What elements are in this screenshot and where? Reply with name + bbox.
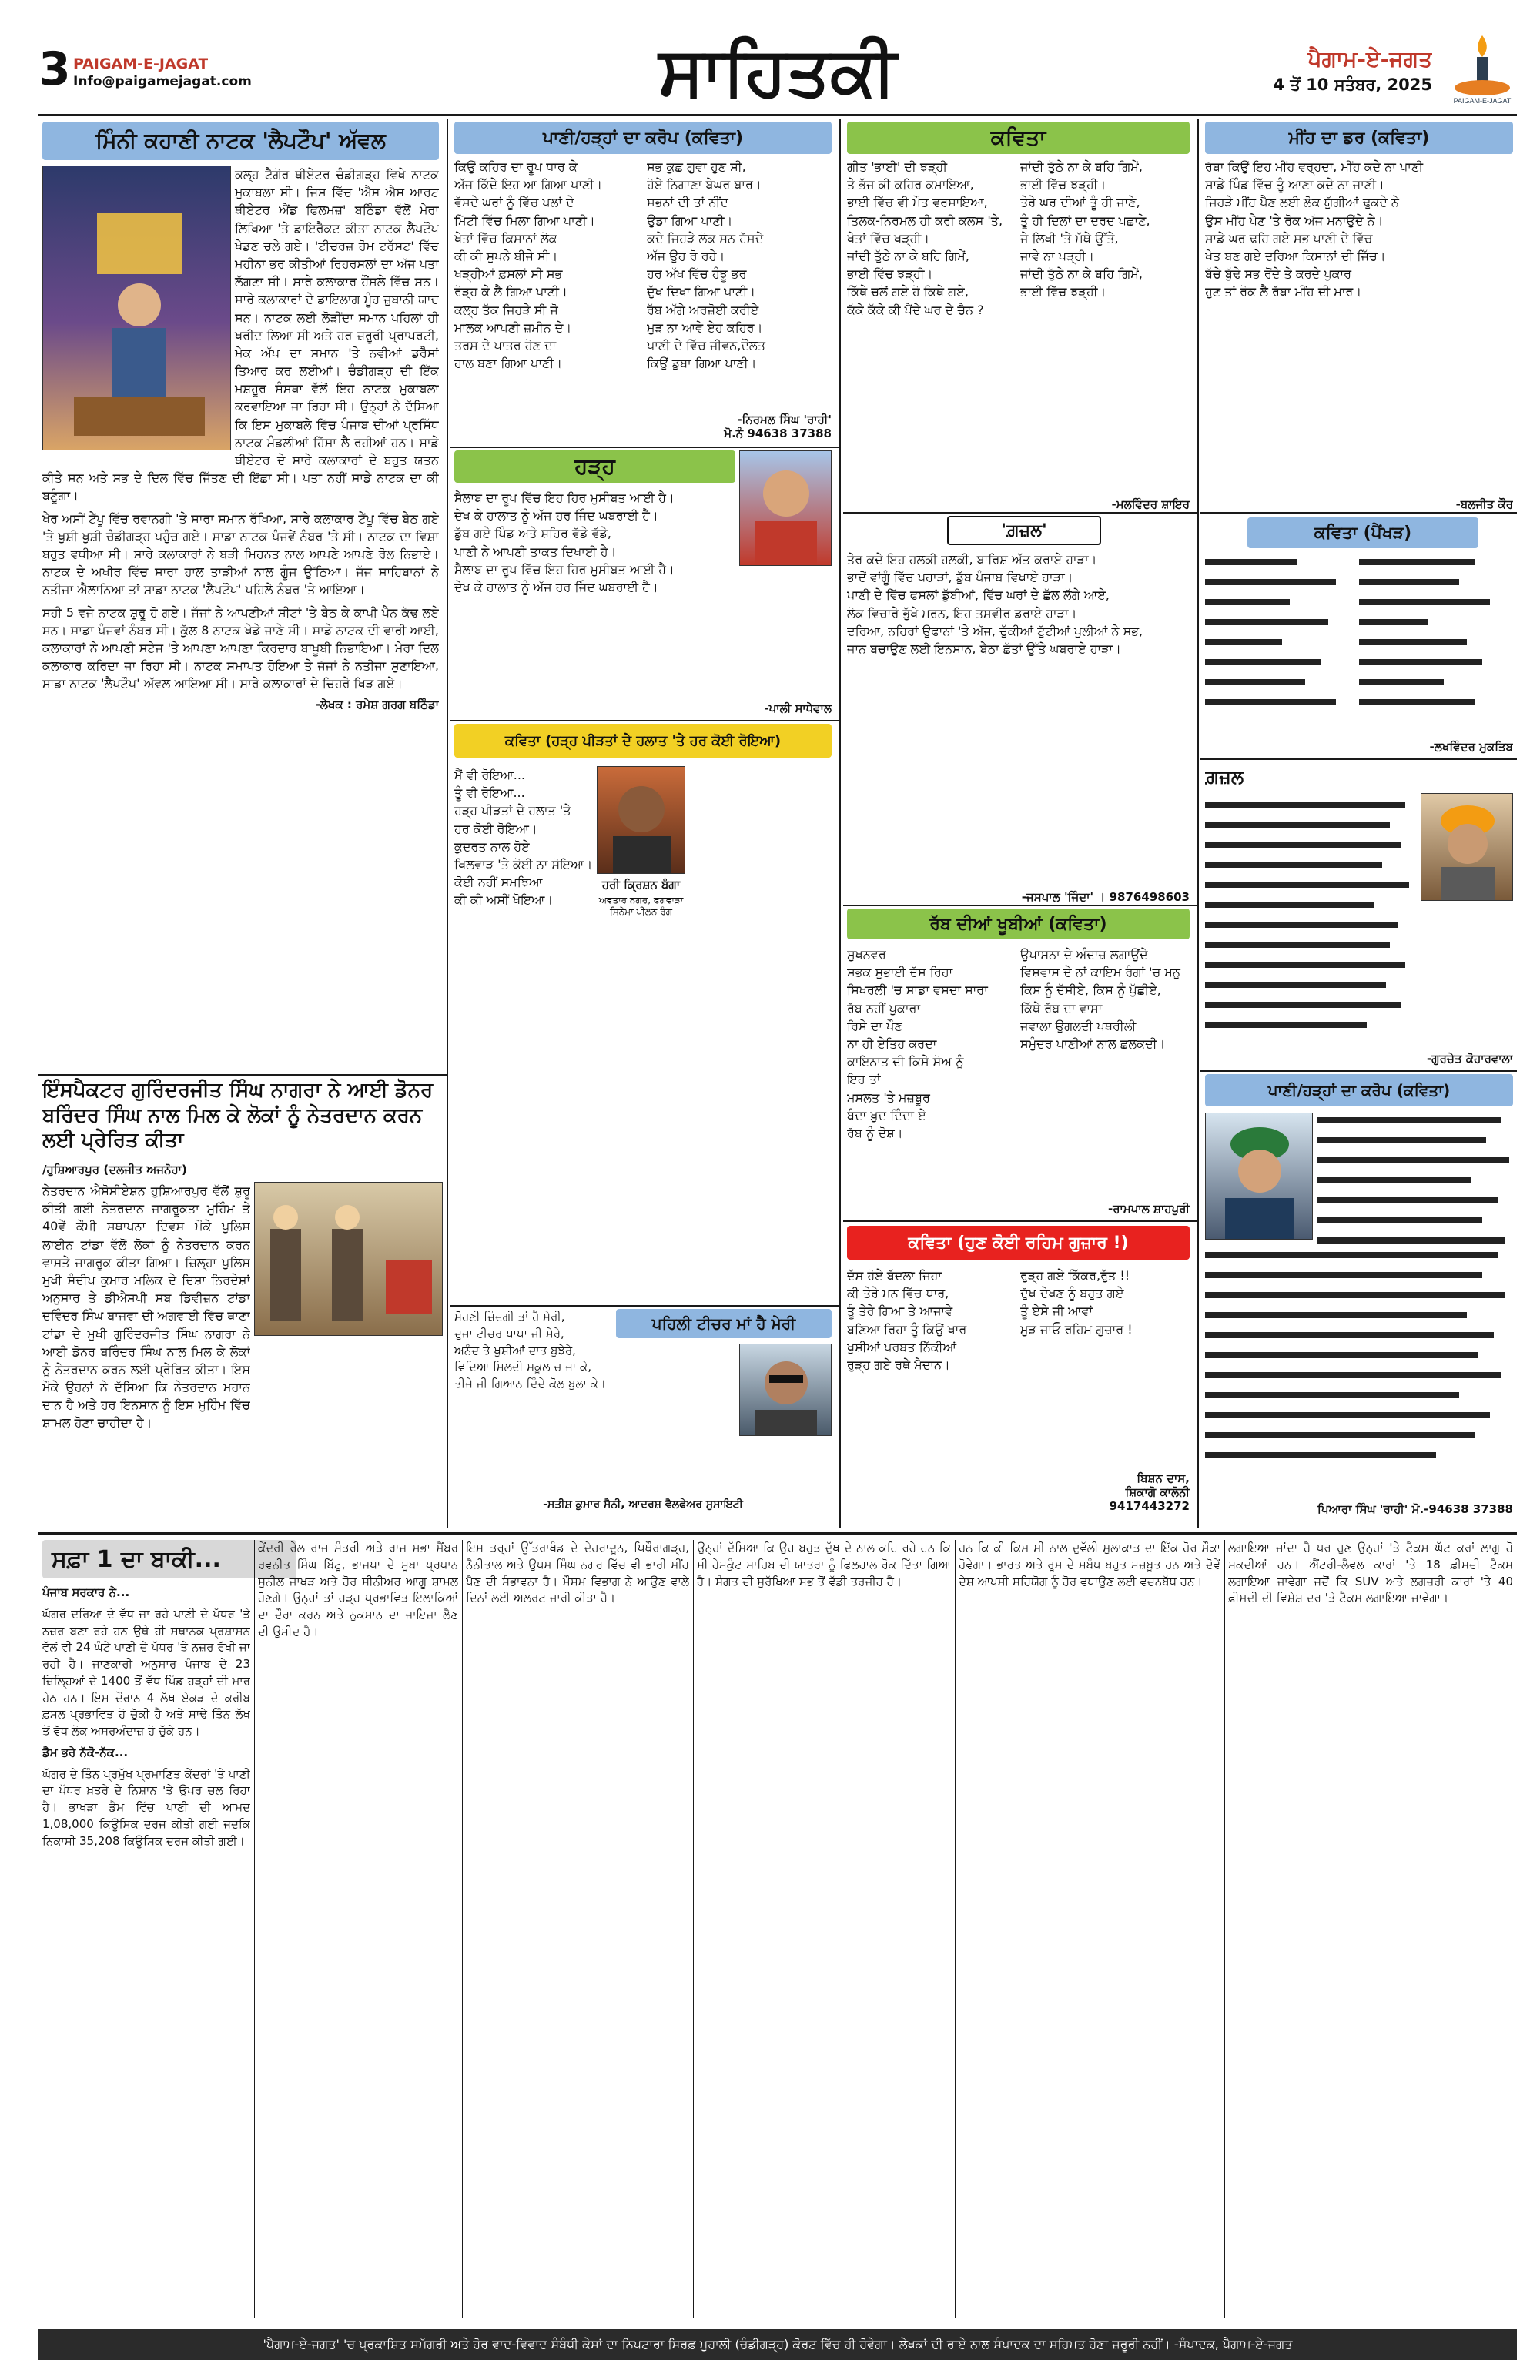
mini-story-byline: -ਲੇਖਕ : ਰਮੇਸ਼ ਗਰਗ ਬਠਿੰਡਾ <box>315 698 439 712</box>
column-rule <box>839 119 841 1528</box>
poem-kavita-title: ਕਵਿਤਾ <box>847 122 1190 154</box>
ghazal-right-title: ਗ਼ਜ਼ਲ <box>1205 762 1513 792</box>
bottom-section-divider <box>38 1532 1517 1535</box>
poem-paani-right: ਸਭ ਕੁਛ ਗੁਵਾ ਹੁਣ ਸੀ, ਹੋਏ ਨਿਗਾਣਾ ਬੇਘਰ ਬਾਰ। ਸਭਨਾਂ ਦੀ ਤਾਂ ਨੀਂਦ ਉਡਾ ਗਿਆ ਪਾਣੀ। ਕਦੇ ਜਿਹੜੇ ਲੋਕ ਸਨ ਹੱਸਦੇ ਅੱਜ ਉਹ ਰੋ ਰਹੇ। ਹਰ ਅੱਖ ਵਿੱਚ ਹੰਝੂ ਭਰ ਦੁੱਖ ਦਿਖਾ ਗਿਆ ਪਾਣੀ। ਰੱਬ ਅੱਗੇ ਅਰਜ਼ੋਈ ਕਰੀਏ ਮੁੜ ਨਾ ਆਵੇ ਏਹ ਕਹਿਰ। ਪਾਣੀ ਦੇ ਵਿੱਚ ਜੀਵਨ,ਦੌਲਤ ਕਿਉਂ ਡੁਬਾ ਗਿਆ ਪਾਣੀ। <box>647 159 765 371</box>
continued-col-4: ਉਨ੍ਹਾਂ ਦੱਸਿਆ ਕਿ ਉਹ ਬਹੁਤ ਦੁੱਖ ਦੇ ਨਾਲ ਕਹਿ ਰਹੇ ਹਨ ਕਿ ਸੀ ਹੇਮਕੁੰਟ ਸਾਹਿਬ ਦੀ ਯਾਤਰਾ ਨੂੰ ਫਿਲਹਾਲ ਰੋਕ ਦਿੱਤਾ ਗਿਆ ਹੈ। ਸੰਗਤ ਦੀ ਸੁਰੱਖਿਆ ਸਭ ਤੋਂ ਵੱਡੀ ਤਰਜੀਹ ਹੈ। <box>697 1541 951 1588</box>
poet-satish-photo <box>739 1344 832 1436</box>
section-divider <box>1200 758 1517 760</box>
continued-body-2: ਘੱਗਰ ਦੇ ਤਿੰਨ ਪ੍ਰਮੁੱਖ ਪ੍ਰਮਾਣਿਤ ਕੇਂਦਰਾਂ 'ਤੇ ਪਾਣੀ ਦਾ ਪੱਧਰ ਖ਼ਤਰੇ ਦੇ ਨਿਸ਼ਾਨ 'ਤੇ ਉਪਰ ਚਲ ਰਿਹਾ ਹੈ। ਭਾਖੜਾ ਡੈਮ ਵਿੱਚ ਪਾਣੀ ਦੀ ਆਮਦ 1,08,000 ਕਿਊਸਿਕ ਦਰਜ ਕੀਤੀ ਗਈ ਜਦਕਿ ਨਿਕਾਸੀ 35,208 ਕਿਊਸਿਕ ਦਰਜ ਕੀਤੀ ਗਈ। <box>42 1766 250 1848</box>
mini-story-title: ਮਿੰਨੀ ਕਹਾਣੀ ਨਾਟਕ 'ਲੈਪਟੌਪ' ਅੱਵਲ <box>42 122 439 160</box>
section-divider <box>843 905 1197 906</box>
poem-painkhar-text-block <box>1205 554 1513 731</box>
poem-kavita-left: ਗੀਤ 'ਭਾਈ' ਦੀ ਝੜ੍ਹੀ ਤੇ ਭੱਜ ਕੀ ਕਹਿਰ ਕਮਾਇਆ, ਭਾਈ ਵਿੱਚ ਵੀ ਮੌਤ ਵਰਸਾਇਆ, ਤਿਲਕ-ਨਿਰਮਲ ਹੀ ਕਰੀ ਕਲਸ 'ਤੇ, ਖੇਤਾਂ ਵਿੱਚ ਖੜ੍ਹੀ। ਜਾਂਦੀ ਤੁੱਠੇ ਨਾ ਕੇ ਬਹਿ ਗਿਮੇਂ, ਭਾਈ ਵਿੱਚ ਝੜ੍ਹੀ। ਕਿੱਥੇ ਚਲੋਂ ਗਏ ਹੋ ਕਿਥੇ ਗਏ, ਕੱਕੇ ਕੱਕੇ ਕੀ ਪੈਂਦੇ ਘਰ ਦੇ ਚੈਨ ? <box>847 159 1003 317</box>
mini-story-para-3: ਸਹੀ 5 ਵਜੇ ਨਾਟਕ ਸ਼ੁਰੂ ਹੋ ਗਏ। ਜੱਜਾਂ ਨੇ ਆਪਣੀਆਂ ਸੀਟਾਂ 'ਤੇ ਬੈਠ ਕੇ ਕਾਪੀ ਪੈੱਨ ਕੱਢ ਲਏ ਸਨ। ਸਾਡਾ ਪੰਜਵਾਂ ਨੰਬਰ ਸੀ। ਕੁੱਲ 8 ਨਾਟਕ ਖੇਡੇ ਜਾਣੇ ਸੀ। ਸਾਡੇ ਨਾਟਕ ਦੀ ਵਾਰੀ ਆਈ, ਕਲਾਕਾਰਾਂ ਨੇ ਆਪਣੀ ਸਟੇਜ 'ਤੇ ਆਪਣਾ ਆਪਣਾ ਕਿਰਦਾਰ ਬਾਖੂਬੀ ਨਿਭਾਇਆ। ਮੇਰਾ ਦਿਲ ਕਲਾਕਾਰ ਕਰਿਦਾ ਜਾ ਰਿਹਾ ਸੀ। ਨਾਟਕ ਸਮਾਪਤ ਹੋਇਆ ਤੇ ਜੱਜਾਂ ਨੇ ਨਤੀਜਾ ਸੁਣਾਇਆ, ਸਾਡਾ ਨਾਟਕ 'ਲੈਪਟੌਪ' ਅੱਵਲ ਆਇਆ ਸੀ। ਸਾਰੇ ਕਲਾਕਾਰਾਂ ਦੇ ਚਿਹਰੇ ਖਿੜ ਗਏ। <box>42 604 439 691</box>
poem-rabb-title: ਰੱਬ ਦੀਆਂ ਖੂਬੀਆਂ (ਕਵਿਤਾ) <box>847 909 1190 939</box>
poem-meenh-byline: -ਬਲਜੀਤ ਕੌਰ <box>1455 497 1513 511</box>
ghazal-right-byline: -ਗੁਰਚੇਤ ਕੋਹਾਰਵਾਲਾ <box>1426 1052 1513 1066</box>
poet-gurchet-photo <box>1421 793 1513 901</box>
poem-paani2-lower-text-block <box>1205 1247 1513 1478</box>
continued-col-5: ਹਨ ਕਿ ਕੀ ਕਿਸ ਸੀ ਨਾਲ ਦੁਵੱਲੀ ਮੁਲਾਕਾਤ ਦਾ ਇੱਕ ਹੋਰ ਮੌਕਾ ਹੋਵੇਗਾ। ਭਾਰਤ ਅਤੇ ਰੂਸ ਦੇ ਸਬੰਧ ਬਹੁਤ ਮਜ਼ਬੂਤ ਹਨ ਅਤੇ ਦੋਵੇਂ ਦੇਸ਼ ਆਪਸੀ ਸਹਿਯੋਗ ਨੂੰ ਹੋਰ ਵਧਾਉਣ ਲਈ ਵਚਨਬੱਧ ਹਨ। <box>959 1541 1220 1588</box>
poem-painkhar-body <box>1205 554 1513 731</box>
poem-harh-byline: -ਪਾਲੀ ਸਾਧੇਵਾਲ <box>764 701 832 715</box>
poem-kavita-right: ਜਾਂਦੀ ਤੁੱਠੇ ਨਾ ਕੇ ਬਹਿ ਗਿਮੇਂ, ਭਾਈ ਵਿੱਚ ਝੜ੍ਹੀ। ਤੇਰੇ ਘਰ ਦੀਆਂ ਤੂੰ ਹੀ ਜਾਣੇ, ਤੂੰ ਹੀ ਦਿਲਾਂ ਦਾ ਦਰਦ ਪਛਾਣੇ, ਜੇ ਲਿਖੀ 'ਤੇ ਮੱਥੇ ਉੱਤੇ, ਜਾਵੇ ਨਾ ਪੜ੍ਹੀ। ਜਾਂਦੀ ਤੁੱਠੇ ਨਾ ਕੇ ਬਹਿ ਗਿਮੇਂ, ਭਾਈ ਵਿੱਚ ਝੜ੍ਹੀ। <box>1020 159 1150 300</box>
section-divider <box>450 720 839 721</box>
continued-col-1 <box>42 1585 250 2308</box>
news-photo <box>254 1182 443 1336</box>
poet-photo <box>739 450 832 566</box>
poem-harh-pirhat-body: ਮੈਂ ਵੀ ਰੋਇਆ... ਤੂੰ ਵੀ ਰੋਇਆ... ਹੜ੍ਹ ਪੀੜਤਾਂ ਦੇ ਹਲਾਤ 'ਤੇ ਹਰ ਕੋਈ ਰੋਇਆ। ਕੁਦਰਤ ਨਾਲ ਹੋਏ ਖਿਲਵਾੜ 'ਤੇ ਕੋਈ ਨਾ ਸੋਇਆ। ਕੋਈ ਨਹੀਂ ਸਮਝਿਆ ਕੀ ਕੀ ਅਸੀਂ ਖੋਇਆ। <box>454 768 593 908</box>
issue-date: 4 ਤੋਂ 10 ਸਤੰਬਰ, 2025 <box>1273 75 1432 94</box>
column-rule <box>1197 119 1199 1528</box>
svg-text:PAIGAM-E-JAGAT: PAIGAM-E-JAGAT <box>1453 97 1512 105</box>
poem-meenh-title: ਮੀਂਹ ਦਾ ਡਰ (ਕਵਿਤਾ) <box>1205 122 1513 154</box>
paper-name-en: PAIGAM-E-JAGAT <box>73 55 209 72</box>
section-divider <box>843 1220 1197 1222</box>
continued-sub-1: ਪੰਜਾਬ ਸਰਕਾਰ ਨੇ... <box>42 1585 130 1599</box>
column-rule <box>447 119 448 1528</box>
ghazal-right-body <box>1205 797 1417 1043</box>
poem-pehli-title: ਪਹਿਲੀ ਟੀਚਰ ਮਾਂ ਹੈ ਮੇਰੀ <box>616 1309 832 1338</box>
email: Info@paigamejagat.com <box>73 74 252 89</box>
masthead-divider <box>38 114 1517 116</box>
poet-hari-photo <box>597 766 685 874</box>
section-title: ਸਾਹਿਤਕੀ <box>658 31 897 111</box>
poem-painkhar-title: ਕਵਿਤਾ (ਪੈਂਖੜ) <box>1247 517 1478 548</box>
section-divider <box>38 1074 447 1076</box>
continued-col-3: ਇਸ ਤਰ੍ਹਾਂ ਉੱਤਰਾਖੰਡ ਦੇ ਦੇਹਰਾਦੂਨ, ਪਿਥੌਰਾਗੜ੍ਹ, ਨੈਨੀਤਾਲ ਅਤੇ ਉਧਮ ਸਿੰਘ ਨਗਰ ਵਿੱਚ ਵੀ ਭਾਰੀ ਮੀਂਹ ਪੈਣ ਦੀ ਸੰਭਾਵਨਾ ਹੈ। ਮੌਸਮ ਵਿਭਾਗ ਨੇ ਆਉਣ ਵਾਲੇ ਦਿਨਾਂ ਲਈ ਅਲਰਟ ਜਾਰੀ ਕੀਤਾ ਹੈ। <box>466 1541 689 1605</box>
poem-rehem-title: ਕਵਿਤਾ (ਹੁਣ ਕੋਈ ਰਹਿਮ ਗੁਜ਼ਾਰ !) <box>847 1226 1190 1260</box>
column-rule <box>955 1540 956 2318</box>
poem-harh-pirhat-title: ਕਵਿਤਾ (ਹੜ੍ਹ ਪੀੜਤਾਂ ਦੇ ਹਲਾਤ 'ਤੇ ਹਰ ਕੋਈ ਰੋਇਆ) <box>454 724 832 758</box>
section-divider <box>450 447 839 448</box>
column-rule <box>693 1540 694 2318</box>
news-dateline: /ਹੁਸ਼ਿਆਰਪੁਰ (ਦਲਜੀਤ ਅਜਨੋਹਾ) <box>42 1163 187 1177</box>
poet-portrait-icon <box>740 451 832 566</box>
continued-title: ਸਫ਼ਾ 1 ਦਾ ਬਾਕੀ... <box>42 1540 296 1578</box>
section-divider <box>843 512 1197 514</box>
poem-rehem-byline: ਬਿਸ਼ਨ ਦਾਸ, ਸ਼ਿਕਾਗੋ ਕਾਲੋਨੀ 9417443272 <box>1109 1471 1190 1513</box>
column-rule <box>254 1540 255 2318</box>
poem-paani-left: ਕਿਉਂ ਕਹਿਰ ਦਾ ਰੂਪ ਧਾਰ ਕੇ ਅੱਜ ਕਿੱਦੇ ਇਹ ਆ ਗਿਆ ਪਾਣੀ। ਵੱਸਦੇ ਘਰਾਂ ਨੂੰ ਵਿੱਚ ਪਲਾਂ ਦੇ ਮਿੱਟੀ ਵਿੱਚ ਮਿਲਾ ਗਿਆ ਪਾਣੀ। ਖੇਤਾਂ ਵਿੱਚ ਕਿਸਾਨਾਂ ਲੋਕ ਕੀ ਕੀ ਸੁਪਨੇ ਬੀਜੇ ਸੀ। ਖੜ੍ਹੀਆਂ ਫ਼ਸਲਾਂ ਸੀ ਸਭ ਰੋੜ੍ਹ ਕੇ ਲੈ ਗਿਆ ਪਾਣੀ। ਕਲ੍ਹ ਤੱਕ ਜਿਹੜੇ ਸੀ ਜੋ ਮਾਲਕ ਆਪਣੀ ਜ਼ਮੀਨ ਦੇ। ਤਰਸ ਦੇ ਪਾਤਰ ਹੋਣ ਦਾ ਹਾਲ ਬਣਾ ਗਿਆ ਪਾਣੀ। <box>454 159 603 371</box>
mini-story-para-1: ਕਲ੍ਹ ਟੈਗੋਰ ਥੀਏਟਰ ਚੰਡੀਗੜ੍ਹ ਵਿਖੇ ਨਾਟਕ ਮੁਕਾਬਲਾ ਸੀ। ਜਿਸ ਵਿੱਚ 'ਐਸ ਐਸ ਆਰਟ ਥੀਏਟਰ ਐਂਡ ਫਿਲਮਜ਼' ਬਠਿੰਡਾ ਵੱਲੋਂ ਮੇਰਾ ਲਿਖਿਆ 'ਤੇ ਡਾਇਰੈਕਟ ਕੀਤਾ ਨਾਟਕ ਲੈਪਟੌਪ ਖੇਡਣ ਚਲੇ ਗਏ। 'ਟੀਚਰਜ਼ ਹੋਮ ਟਰੱਸਟ' ਵਿੱਚ ਮਹੀਨਾ ਭਰ ਕੀਤੀਆਂ ਰਿਹਰਸਲਾਂ ਦਾ ਅੱਜ ਪਤਾ ਲੱਗਣਾ ਸੀ। ਸਾਰੇ ਕਲਾਕਾਰ ਹੌਂਸਲੇ ਵਿੱਚ ਸਨ। ਸਾਰੇ ਕਲਾਕਾਰਾਂ ਦੇ ਡਾਇਲਾਗ ਮੂੰਹ ਜ਼ੁਬਾਨੀ ਯਾਦ ਸਨ। ਨਾਟਕ ਲਈ ਲੋੜੀਂਦਾ ਸਮਾਨ ਪਹਿਲਾਂ ਹੀ ਖਰੀਦ ਲਿਆ ਸੀ ਅਤੇ ਹਰ ਜ਼ਰੂਰੀ ਪ੍ਰਾਪਰਟੀ, ਮੇਕ ਅੱਪ ਦਾ ਸਮਾਨ 'ਤੇ ਨਵੀਆਂ ਡਰੈੱਸਾਂ ਤਿਆਰ ਕਰ ਲਈਆਂ। ਚੰਡੀਗੜ੍ਹ ਦੀ ਇੱਕ ਮਸ਼ਹੂਰ ਸੰਸਥਾ ਵੱਲੋਂ ਇਹ ਨਾਟਕ ਮੁਕਾਬਲਾ ਕਰਵਾਇਆ ਜਾ ਰਿਹਾ ਸੀ। ਉਨ੍ਹਾਂ ਨੇ ਦੱਸਿਆ ਕਿ ਇਸ ਮੁਕਾਬਲੇ ਵਿੱਚ ਪੰਜਾਬ ਦੀਆਂ ਪ੍ਰਸਿੱਧ ਨਾਟਕ ਮੰਡਲੀਆਂ ਹਿੱਸਾ ਲੈ ਰਹੀਆਂ ਹਨ। ਸਾਡੇ ਥੀਏਟਰ ਦੇ ਸਾਰੇ ਕਲਾਕਾਰਾਂ ਦੇ ਬਹੁਤ ਯਤਨ ਕੀਤੇ ਸਨ ਅਤੇ ਸਭ ਦੇ ਦਿਲ ਵਿੱਚ ਜਿੱਤਣ ਦੀ ਇੱਛਾ ਸੀ। ਪਤਾ ਨਹੀਂ ਸਾਡੇ ਨਾਟਕ ਦਾ ਕੀ ਬਣੂੰਗਾ। <box>42 167 439 504</box>
paper-name-pa: ਪੈਗਾਮ-ਏ-ਜਗਤ <box>1307 46 1432 72</box>
poem-rehem-right: ਰੁੜ੍ਹ ਗਏ ਕਿੱਕਰ,ਰੁੱਤ !! ਦੁੱਖ ਦੇਖਣ ਨੂੰ ਬਹੁਤ ਗਏ ਤੂੰ ਏਸੇ ਜੀ ਆਵਾਂ ਮੁੜ ਜਾਓ ਰਹਿਮ ਗੁਜ਼ਾਰ ! <box>1020 1268 1133 1337</box>
poem-rehem-left: ਦੱਸ ਹੋਏ ਬੱਦਲਾ ਜਿਹਾ ਕੀ ਤੇਰੇ ਮਨ ਵਿੱਚ ਧਾਰ, ਤੂੰ ਤੇਰੇ ਗਿਆ ਤੇ ਆਜਾਵੇ ਬਣਿਆ ਰਿਹਾ ਤੂੰ ਕਿਉਂ ਖਾਰ ਖੁਸ਼ੀਆਂ ਪਰਬਤ ਨਿੱਕੀਆਂ ਰੁੜ੍ਹ ਗਏ ਰਥੇ ਮੈਦਾਨ। <box>847 1268 967 1372</box>
poem-painkhar-byline: -ਲਖਵਿੰਦਰ ਮੁਕਤਿਬ <box>1429 740 1513 754</box>
poem-meenh-body: ਰੱਬਾ ਕਿਉਂ ਇਹ ਮੀਂਹ ਵਰ੍ਹਦਾ, ਮੀਂਹ ਕਦੇ ਨਾ ਪਾਣੀ ਸਾਡੇ ਪਿੰਡ ਵਿੱਚ ਤੂੰ ਆਣਾ ਕਦੇ ਨਾ ਜਾਣੀ। ਜਿਹੜੇ ਮੀਂਹ ਪੈਣ ਲਈ ਲੋਕ ਯੁੱਗੀਆਂ ਢੁਕਦੇ ਨੇ ਉਸ ਮੀਂਹ ਪੈਣ 'ਤੇ ਰੋਕ ਅੱਜ ਮਨਾਉਂਦੇ ਨੇ। ਸਾਡੇ ਘਰ ਢਹਿ ਗਏ ਸਭ ਪਾਣੀ ਦੇ ਵਿੱਚ ਖੇਤ ਬਣ ਗਏ ਦਰਿਆ ਕਿਸਾਨਾਂ ਦੀ ਜਿੱਚ। ਬੱਚੇ ਬੁੱਢੇ ਸਭ ਰੋਂਦੇ ਤੇ ਕਰਦੇ ਪੁਕਾਰ ਹੁਣ ਤਾਂ ਰੋਕ ਲੈ ਰੱਬਾ ਮੀਂਹ ਦੀ ਮਾਰ। <box>1205 159 1424 300</box>
masthead <box>0 0 1540 115</box>
poem-rabb-byline: -ਰਾਮਪਾਲ ਸ਼ਾਹਪੁਰੀ <box>1108 1202 1190 1216</box>
poem-rabb-right: ਉਪਾਸਨਾ ਦੇ ਅੰਦਾਜ਼ ਲਗਾਉਂਦੇ ਵਿਸ਼ਵਾਸ ਦੇ ਨਾਂ ਕਾਇਮ ਰੰਗਾਂ 'ਚ ਮਨੁ ਕਿਸ ਨੂੰ ਦੱਸੀਏ, ਕਿਸ ਨੂੰ ਪੁੱਛੀਏ, ਕਿੱਥੇ ਰੱਬ ਦਾ ਵਾਸਾ ਜਵਾਲਾ ਉਗਲਦੀ ਪਥਰੀਲੀ ਸਮੁੰਦਰ ਪਾਣੀਆਂ ਨਾਲ ਛਲਕਦੀ। <box>1020 947 1180 1051</box>
poet-hari-name: ਹਰੀ ਕ੍ਰਿਸ਼ਨ ਬੰਗਾ <box>601 878 681 892</box>
poem-harh-body: ਸੈਲਾਬ ਦਾ ਰੂਪ ਵਿੱਚ ਇਹ ਹਿਰ ਮੁਸੀਬਤ ਆਈ ਹੈ। ਦੇਖ ਕੇ ਹਾਲਾਤ ਨੂੰ ਅੱਜ ਹਰ ਜਿੰਦ ਘਬਰਾਈ ਹੈ। ਡੁੱਬ ਗਏ ਪਿੰਡ ਅਤੇ ਸ਼ਹਿਰ ਵੱਡੇ ਵੱਡੇ, ਪਾਣੀ ਨੇ ਆਪਣੀ ਤਾਕਤ ਦਿਖਾਈ ਹੈ। ਸੈਲਾਬ ਦਾ ਰੂਪ ਵਿੱਚ ਇਹ ਹਿਰ ਮੁਸੀਬਤ ਆਈ ਹੈ। ਦੇਖ ਕੇ ਹਾਲਾਤ ਨੂੰ ਅੱਜ ਹਰ ਜਿੰਦ ਘਬਰਾਈ ਹੈ। <box>454 490 675 594</box>
ghazal-mid-title: 'ਗ਼ਜ਼ਲ' <box>947 516 1101 545</box>
logo <box>1448 29 1517 106</box>
poem-paani2-title: ਪਾਣੀ/ਹੜ੍ਹਾਂ ਦਾ ਕਰੋਪ (ਕਵਿਤਾ) <box>1205 1074 1513 1106</box>
police-officers-icon <box>255 1183 443 1336</box>
page-number: 3 <box>38 46 71 92</box>
poet-satish-portrait-icon <box>740 1344 832 1436</box>
section-divider <box>450 1305 839 1307</box>
continued-body-1: ਘੱਗਰ ਦਰਿਆ ਦੇ ਵੱਧ ਜਾ ਰਹੇ ਪਾਣੀ ਦੇ ਪੱਧਰ 'ਤੇ ਨਜ਼ਰ ਬਣਾ ਰਹੇ ਹਨ ਉਥੇ ਹੀ ਸਥਾਨਕ ਪ੍ਰਸ਼ਾਸਨ ਵੱਲੋਂ ਵੀ 24 ਘੰਟੇ ਪਾਣੀ ਦੇ ਪੱਧਰ 'ਤੇ ਨਜ਼ਰ ਰੱਖੀ ਜਾ ਰਹੀ ਹੈ। ਜਾਣਕਾਰੀ ਅਨੁਸਾਰ ਪੰਜਾਬ ਦੇ 23 ਜ਼ਿਲ੍ਹਿਆਂ ਦੇ 1400 ਤੋਂ ਵੱਧ ਪਿੰਡ ਹੜ੍ਹਾਂ ਦੀ ਮਾਰ ਹੇਠ ਹਨ। ਇਸ ਦੌਰਾਨ 4 ਲੱਖ ਏਕੜ ਦੇ ਕਰੀਬ ਫ਼ਸਲ ਪ੍ਰਭਾਵਿਤ ਹੋ ਚੁੱਕੀ ਹੈ ਅਤੇ ਸਾਢੇ ਤਿੰਨ ਲੱਖ ਤੋਂ ਵੱਧ ਲੋਕ ਅਸਰਅੰਦਾਜ਼ ਹੋ ਚੁੱਕੇ ਹਨ। <box>42 1606 250 1738</box>
mini-story-body <box>42 166 439 1036</box>
mini-story-para-2: ਖੈਰ ਅਸੀਂ ਟੈਂਪੂ ਵਿੱਚ ਰਵਾਨਗੀ 'ਤੇ ਸਾਰਾ ਸਮਾਨ ਰੱਖਿਆ, ਸਾਰੇ ਕਲਾਕਾਰ ਟੈਂਪੂ ਵਿੱਚ ਬੈਠ ਗਏ 'ਤੇ ਖੁਸ਼ੀ ਖੁਸ਼ੀ ਚੰਡੀਗੜ੍ਹ ਪਹੁੰਚ ਗਏ। ਸਾਡਾ ਨਾਟਕ ਪੰਜਵੇਂ ਨੰਬਰ 'ਤੇ ਸੀ। ਨਾਟਕ ਦਾ ਵਿਸ਼ਾ ਬਹੁਤ ਵਧੀਆ ਸੀ। ਸਾਰੇ ਕਲਾਕਾਰਾਂ ਨੇ ਬੜੀ ਮਿਹਨਤ ਨਾਲ ਆਪਣੇ ਆਪਣੇ ਰੋਲ ਨਿਭਾਏ। ਨਾਟਕ ਦੇ ਅਖੀਰ ਵਿੱਚ ਸਾਰਾ ਹਾਲ ਤਾੜੀਆਂ ਨਾਲ ਗੂੰਜ ਉੱਠਿਆ। ਜੱਜ ਸਾਹਿਬਾਨਾਂ ਨੇ ਨਤੀਜਾ ਐਲਾਨਿਆ ਤਾਂ ਸਾਡਾ ਨਾਟਕ 'ਲੈਪਟੌਪ' ਪਹਿਲੇ ਨੰਬਰ 'ਤੇ ਆਇਆ। <box>42 510 439 598</box>
poet-pyara-portrait-icon <box>1206 1113 1313 1240</box>
poet-gurchet-portrait-icon <box>1421 794 1513 901</box>
poet-hari-portrait-icon <box>598 767 685 874</box>
poem-pehli-byline: -ਸਤੀਸ਼ ਕੁਮਾਰ ਸੈਨੀ, ਆਦਰਸ਼ ਵੈਲਫੇਅਰ ਸੁਸਾਇਟੀ <box>543 1498 743 1511</box>
poem-rabb-left: ਸੁਖਨਵਰ ਸਭਕ ਸ਼ੁਭਾਈ ਦੱਸ ਰਿਹਾ ਸਿਖਰਲੀ 'ਚ ਸਾਡਾ ਵਸਦਾ ਸਾਰਾ ਰੱਬ ਨਹੀਂ ਪੁਕਾਰਾ ਰਿਸੇ ਦਾ ਪੌਣ ਨਾ ਹੀ ਏਤਿਹ ਕਰਦਾ ਕਾਇਨਾਤ ਦੀ ਕਿਸੇ ਸੋਅ ਨੂੰ ਇਹ ਤਾਂ ਮਸਲਤ 'ਤੇ ਮਜ਼ਬੂਰ ਬੰਦਾ ਖ਼ੁਦ ਦਿੰਦਾ ਏ ਰੱਬ ਨੂੰ ਦੋਸ਼। <box>847 947 988 1140</box>
poet-pyara-photo <box>1205 1113 1313 1240</box>
footer-disclaimer: 'ਪੈਗਾਮ-ਏ-ਜਗਤ' 'ਚ ਪ੍ਰਕਾਸ਼ਿਤ ਸਮੱਗਰੀ ਅਤੇ ਹੋਰ ਵਾਦ-ਵਿਵਾਦ ਸੰਬੰਧੀ ਕੇਸਾਂ ਦਾ ਨਿਪਟਾਰਾ ਸਿਰਫ਼ ਮੁਹਾਲੀ (ਚੰਡੀਗੜ੍ਹ) ਕੋਰਟ ਵਿੱਚ ਹੀ ਹੋਵੇਗਾ। ਲੇਖਕਾਂ ਦੀ ਰਾਏ ਨਾਲ ਸੰਪਾਦਕ ਦਾ ਸਹਿਮਤ ਹੋਣਾ ਜ਼ਰੂਰੀ ਨਹੀਂ। -ਸੰਪਾਦਕ, ਪੈਗਾਮ-ਏ-ਜਗਤ <box>38 2329 1517 2360</box>
poem-pehli-body: ਸੋਹਣੀ ਜ਼ਿੰਦਗੀ ਤਾਂ ਹੈ ਮੇਰੀ, ਦੁਜਾ ਟੀਚਰ ਪਾਪਾ ਜੀ ਮੇਰੇ, ਅਨੰਦ ਤੇ ਖੁਸ਼ੀਆਂ ਦਾਤ ਬੁਝੇਰੇ, ਵਿਦਿਆ ਮਿਲਦੀ ਸਕੂਲ ਚ ਜਾ ਕੇ, ਤੀਜੇ ਜੀ ਗਿਆਨ ਦਿੰਦੇ ਕੋਲ ਬੁਲਾ ਕੇ। <box>454 1310 606 1391</box>
poem-paani2-body-lower <box>1205 1247 1513 1478</box>
continued-col-6: ਲਗਾਇਆ ਜਾਂਦਾ ਹੈ ਪਰ ਹੁਣ ਉਨ੍ਹਾਂ 'ਤੇ ਟੈਕਸ ਘੱਟ ਕਰਾਂ ਲਾਗੂ ਹੋ ਸਕਦੀਆਂ ਹਨ। ਐਂਟਰੀ-ਲੈਵਲ ਕਾਰਾਂ 'ਤੇ 18 ਫ਼ੀਸਦੀ ਟੈਕਸ ਲਗਾਇਆ ਜਾਵੇਗਾ ਜਦੋਂ ਕਿ SUV ਅਤੇ ਲਗਜ਼ਰੀ ਕਾਰਾਂ 'ਤੇ 40 ਫ਼ੀਸਦੀ ਦੀ ਵਿਸ਼ੇਸ਼ ਦਰ 'ਤੇ ਟੈਕਸ ਲਗਾਇਆ ਜਾਵੇਗਾ। <box>1228 1541 1513 1605</box>
column-rule <box>1224 1540 1225 2318</box>
poem-paani-byline: -ਨਿਰਮਲ ਸਿੰਘ 'ਰਾਹੀ' ਮੋ.ਨੰ 94638 37388 <box>724 413 832 440</box>
continued-col-2: ਕੇਂਦਰੀ ਰੇਲ ਰਾਜ ਮੰਤਰੀ ਅਤੇ ਰਾਜ ਸਭਾ ਮੈਂਬਰ ਰਵਨੀਤ ਸਿੰਘ ਬਿੱਟੂ, ਭਾਜਪਾ ਦੇ ਸੂਬਾ ਪ੍ਰਧਾਨ ਸੁਨੀਲ ਜਾਖੜ ਅਤੇ ਹੋਰ ਸੀਨੀਅਰ ਆਗੂ ਸ਼ਾਮਲ ਹੋਣਗੇ। ਉਨ੍ਹਾਂ ਤਾਂ ਹੜ੍ਹ ਪ੍ਰਭਾਵਿਤ ਇਲਾਕਿਆਂ ਦਾ ਦੌਰਾ ਕਰਨ ਅਤੇ ਨੁਕਸਾਨ ਦਾ ਜਾਇਜ਼ਾ ਲੈਣ ਦੀ ਉਮੀਦ ਹੈ। <box>258 1541 458 1639</box>
poem-paani-title: ਪਾਣੀ/ਹੜ੍ਹਾਂ ਦਾ ਕਰੋਪ (ਕਵਿਤਾ) <box>454 122 832 154</box>
poem-harh-title: ਹੜ੍ਹ <box>454 450 735 483</box>
ghazal-mid-body: ਤੇਰ ਕਦੇ ਇਹ ਹਲਕੀ ਹਲਕੀ, ਬਾਰਿਸ਼ ਅੱਤ ਕਰਾਏ ਹਾੜਾ। ਭਾਦੋਂ ਵਾਂਗੂੰ ਵਿੱਚ ਪਹਾੜਾਂ, ਡੁੱਬ ਪੰਜਾਬ ਵਿਖਾਏ ਹਾੜਾ। ਪਾਣੀ ਦੇ ਵਿੱਚ ਫਸਲਾਂ ਡੁੱਬੀਆਂ, ਵਿੱਚ ਘਰਾਂ ਦੇ ਛੱਲ ਲੱਗੇ ਆਏ, ਲੋਕ ਵਿਚਾਰੇ ਭੁੱਖੇ ਮਰਨ, ਇਹ ਤਸਵੀਰ ਡਰਾਏ ਹਾੜਾ। ਦਰਿਆ, ਨਹਿਰਾਂ ਉਫਾਨਾਂ 'ਤੇ ਅੱਜ, ਚੁੱਕੀਆਂ ਟੁੱਟੀਆਂ ਪੁਲੀਆਂ ਨੇ ਸਭ, ਜਾਨ ਬਚਾਉਣ ਲਈ ਇਨਸਾਨ, ਬੈਠਾ ਛੱਤਾਂ ਉੱਤੇ ਘਬਰਾਏ ਹਾੜਾ। <box>847 552 1143 656</box>
ghazal-mid-byline: -ਜਸਪਾਲ 'ਜਿੰਦਾ' । 9876498603 <box>1021 890 1190 904</box>
section-divider <box>1200 512 1517 514</box>
ghazal-right-text-block <box>1205 797 1417 1043</box>
torch-logo-icon <box>1448 29 1517 106</box>
poet-hari-role: ਅਵਤਾਰ ਨਗਰ, ਫਗਵਾੜਾ ਸਿਨੇਮਾ ਪੀਲਨ ਰੰਗ <box>598 895 684 917</box>
continued-sub-2: ਡੈਮ ਭਰੇ ਨੱਕੋ-ਨੱਕ... <box>42 1745 129 1759</box>
section-divider <box>1200 1070 1517 1072</box>
poem-kavita-byline: -ਮਲਵਿੰਦਰ ਸ਼ਾਇਰ <box>1111 497 1190 511</box>
news-body: ਨੇਤਰਦਾਨ ਐਸੋਸੀਏਸ਼ਨ ਹੁਸ਼ਿਆਰਪੁਰ ਵੱਲੋਂ ਸ਼ੁਰੂ ਕੀਤੀ ਗਈ ਨੇਤਰਦਾਨ ਜਾਗਰੂਕਤਾ ਮੁਹਿੰਮ ਤੇ 40ਵੇਂ ਕੌਮੀ ਸਥਾਪਨਾ ਦਿਵਸ ਮੌਕੇ ਪੁਲਿਸ ਲਾਈਨ ਟਾਂਡਾ ਵੱਲੋਂ ਲੋਕਾਂ ਨੂੰ ਨੇਤਰਦਾਨ ਕਰਨ ਵਾਸਤੇ ਜਾਗਰੂਕ ਕੀਤਾ ਗਿਆ। ਜ਼ਿਲ੍ਹਾ ਪੁਲਿਸ ਮੁਖੀ ਸੰਦੀਪ ਕੁਮਾਰ ਮਲਿਕ ਦੇ ਦਿਸ਼ਾ ਨਿਰਦੇਸ਼ਾਂ ਅਨੁਸਾਰ ਤੇ ਡੀਐਸਪੀ ਸਬ ਡਿਵੀਜ਼ਨ ਟਾਂਡਾ ਦਵਿੰਦਰ ਸਿੰਘ ਬਾਜਵਾ ਦੀ ਅਗਵਾਈ ਵਿੱਚ ਥਾਣਾ ਟਾਂਡਾ ਦੇ ਮੁਖੀ ਗੁਰਿੰਦਰਜੀਤ ਸਿੰਘ ਨਾਗਰਾ ਨੇ ਆਈ ਡੋਨਰ ਬਰਿੰਦਰ ਸਿੰਘ ਨਾਲ ਮਿਲ ਕੇ ਲੋਕਾਂ ਨੂੰ ਨੇਤਰਦਾਨ ਕਰਨ ਲਈ ਪ੍ਰੇਰਿਤ ਕੀਤਾ। ਇਸ ਮੌਕੇ ਉਹਨਾਂ ਨੇ ਦੱਸਿਆ ਕਿ ਨੇਤਰਦਾਨ ਮਹਾਨ ਦਾਨ ਹੈ ਅਤੇ ਹਰ ਇਨਸਾਨ ਨੂੰ ਇਸ ਮੁਹਿੰਮ ਵਿੱਚ ਸ਼ਾਮਲ ਹੋਣਾ ਚਾਹੀਦਾ ਹੈ। <box>42 1183 250 1431</box>
poem-paani2-byline: ਪਿਆਰਾ ਸਿੰਘ 'ਰਾਹੀ' ਮੋ.-94638 37388 <box>1317 1502 1513 1516</box>
news-headline: ਇੰਸਪੈਕਟਰ ਗੁਰਿੰਦਰਜੀਤ ਸਿੰਘ ਨਾਗਰਾ ਨੇ ਆਈ ਡੋਨਰ ਬਰਿੰਦਰ ਸਿੰਘ ਨਾਲ ਮਿਲ ਕੇ ਲੋਕਾਂ ਨੂੰ ਨੇਤਰਦਾਨ ਕਰਨ ਲਈ ਪ੍ਰੇਰਿਤ ਕੀਤਾ <box>42 1079 434 1152</box>
column-rule <box>462 1540 463 2318</box>
